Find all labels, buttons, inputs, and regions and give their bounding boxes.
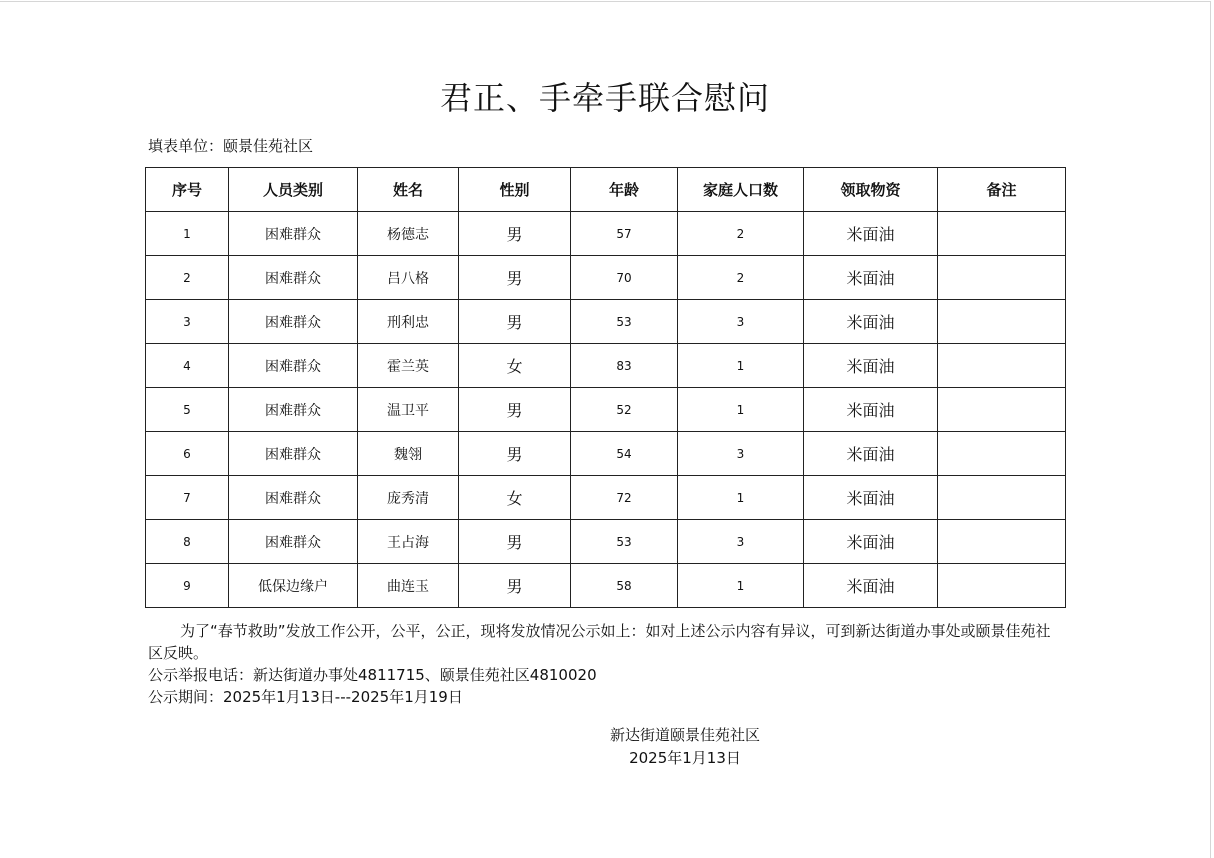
- header-gender: 性别: [459, 168, 571, 212]
- table-row: [146, 520, 1066, 564]
- cell-category: 困难群众: [229, 300, 358, 344]
- cell-index: 8: [146, 520, 229, 564]
- cell-remarks: [938, 432, 1066, 476]
- cell-index: 4: [146, 344, 229, 388]
- cell-supplies: 米面油: [804, 432, 938, 476]
- cell-remarks: [938, 344, 1066, 388]
- cell-index: 6: [146, 432, 229, 476]
- cell-index: 5: [146, 388, 229, 432]
- cell-supplies: 米面油: [804, 212, 938, 256]
- cell-age: 54: [571, 432, 678, 476]
- cell-category: 困难群众: [229, 432, 358, 476]
- header-age: 年龄: [571, 168, 678, 212]
- cell-age: 53: [571, 300, 678, 344]
- cell-category: 困难群众: [229, 520, 358, 564]
- distribution-table: [145, 167, 1066, 608]
- notice-hotline: 公示举报电话：新达街道办事处4811715、颐景佳苑社区4810020: [148, 666, 597, 684]
- cell-gender: 女: [459, 476, 571, 520]
- cell-category: 困难群众: [229, 256, 358, 300]
- cell-gender: 男: [459, 564, 571, 608]
- cell-gender: 男: [459, 432, 571, 476]
- cell-supplies: 米面油: [804, 388, 938, 432]
- cell-remarks: [938, 300, 1066, 344]
- cell-gender: 男: [459, 300, 571, 344]
- cell-supplies: 米面油: [804, 344, 938, 388]
- header-household-size: 家庭人口数: [678, 168, 804, 212]
- table-row: [146, 432, 1066, 476]
- cell-remarks: [938, 212, 1066, 256]
- table-row: [146, 564, 1066, 608]
- cell-supplies: 米面油: [804, 256, 938, 300]
- cell-household-size: 2: [678, 256, 804, 300]
- cell-age: 70: [571, 256, 678, 300]
- table-row: [146, 300, 1066, 344]
- header-supplies: 领取物资: [804, 168, 938, 212]
- cell-gender: 男: [459, 256, 571, 300]
- cell-gender: 男: [459, 388, 571, 432]
- header-category: 人员类别: [229, 168, 358, 212]
- cell-name: 庞秀清: [358, 476, 459, 520]
- cell-age: 52: [571, 388, 678, 432]
- cell-name: 曲连玉: [358, 564, 459, 608]
- cell-name: 杨德志: [358, 212, 459, 256]
- cell-category: 困难群众: [229, 388, 358, 432]
- cell-age: 58: [571, 564, 678, 608]
- cell-index: 3: [146, 300, 229, 344]
- cell-age: 53: [571, 520, 678, 564]
- cell-category: 困难群众: [229, 476, 358, 520]
- header-remarks: 备注: [938, 168, 1066, 212]
- cell-household-size: 1: [678, 476, 804, 520]
- cell-gender: 男: [459, 520, 571, 564]
- cell-supplies: 米面油: [804, 300, 938, 344]
- table-row: [146, 476, 1066, 520]
- public-notice: [148, 620, 1063, 708]
- cell-index: 9: [146, 564, 229, 608]
- cell-age: 72: [571, 476, 678, 520]
- cell-name: 霍兰英: [358, 344, 459, 388]
- cell-household-size: 3: [678, 432, 804, 476]
- header-index: 序号: [146, 168, 229, 212]
- cell-gender: 女: [459, 344, 571, 388]
- table-header-row: [146, 168, 1066, 212]
- document-title: 君正、手牵手联合慰问: [439, 79, 770, 117]
- cell-index: 2: [146, 256, 229, 300]
- cell-name: 魏翎: [358, 432, 459, 476]
- cell-index: 7: [146, 476, 229, 520]
- cell-category: 困难群众: [229, 212, 358, 256]
- cell-remarks: [938, 564, 1066, 608]
- cell-supplies: 米面油: [804, 564, 938, 608]
- header-name: 姓名: [358, 168, 459, 212]
- cell-gender: 男: [459, 212, 571, 256]
- cell-supplies: 米面油: [804, 520, 938, 564]
- cell-remarks: [938, 476, 1066, 520]
- table-row: [146, 256, 1066, 300]
- signature-date: 2025年1月13日: [629, 749, 741, 767]
- signature-block: [560, 724, 810, 770]
- notice-paragraph: 为了“春节救助”发放工作公开，公平，公正，现将发放情况公示如上：如对上述公示内容有异议，可到新达街道办事处或颐景佳苑社区反映。: [148, 622, 1051, 662]
- cell-household-size: 2: [678, 212, 804, 256]
- cell-household-size: 3: [678, 520, 804, 564]
- cell-name: 王占海: [358, 520, 459, 564]
- table-row: [146, 344, 1066, 388]
- page-edge-right: [1210, 1, 1211, 858]
- cell-category: 困难群众: [229, 344, 358, 388]
- cell-name: 吕八格: [358, 256, 459, 300]
- cell-name: 温卫平: [358, 388, 459, 432]
- cell-household-size: 1: [678, 564, 804, 608]
- cell-remarks: [938, 520, 1066, 564]
- cell-category: 低保边缘户: [229, 564, 358, 608]
- cell-remarks: [938, 388, 1066, 432]
- reporting-unit: 填表单位：颐景佳苑社区: [148, 137, 314, 155]
- table-row: [146, 212, 1066, 256]
- table-row: [146, 388, 1066, 432]
- cell-household-size: 1: [678, 388, 804, 432]
- cell-index: 1: [146, 212, 229, 256]
- cell-remarks: [938, 256, 1066, 300]
- cell-household-size: 3: [678, 300, 804, 344]
- cell-age: 57: [571, 212, 678, 256]
- signature-org: 新达街道颐景佳苑社区: [609, 726, 760, 744]
- notice-period: 公示期间：2025年1月13日---2025年1月19日: [148, 688, 463, 706]
- cell-supplies: 米面油: [804, 476, 938, 520]
- cell-household-size: 1: [678, 344, 804, 388]
- cell-age: 83: [571, 344, 678, 388]
- page-edge-top: [0, 1, 1210, 2]
- cell-name: 刑利忠: [358, 300, 459, 344]
